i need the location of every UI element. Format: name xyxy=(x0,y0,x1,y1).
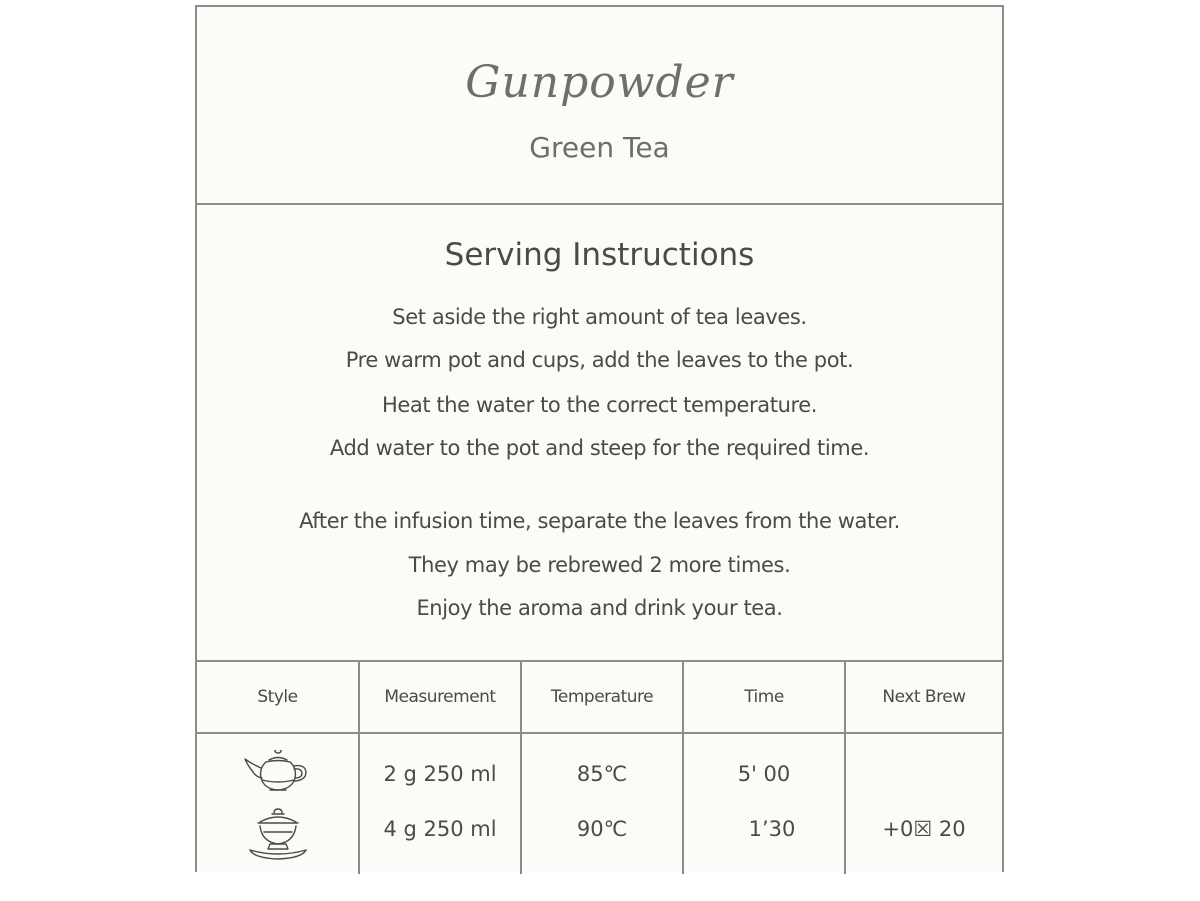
gaiwan-icon xyxy=(246,806,310,864)
temperature-header: Temperature xyxy=(522,662,682,734)
brew-table xyxy=(197,660,1002,874)
next-brew-header: Next Brew xyxy=(846,662,1002,734)
style-column xyxy=(197,662,358,874)
instruction-line: Set aside the right amount of tea leaves. xyxy=(392,305,807,329)
instruction-line: Heat the water to the correct temperature. xyxy=(381,393,818,417)
measurement-value: 2 g 250 ml xyxy=(383,762,497,786)
instruction-line: After the infusion time, separate the leaves from the water. xyxy=(299,509,900,533)
measurement-header: Measurement xyxy=(360,662,520,734)
temperature-value: 85℃ xyxy=(576,762,628,786)
instruction-line: They may be rebrewed 2 more times. xyxy=(408,553,791,577)
time-header: Time xyxy=(684,662,844,734)
tea-type: Green Tea xyxy=(529,131,670,164)
tea-name: Gunpowder xyxy=(465,57,734,108)
teapot-icon xyxy=(242,750,314,794)
temperature-value: 90℃ xyxy=(576,817,628,841)
serving-instructions xyxy=(197,205,1002,660)
tea-card xyxy=(195,5,1004,872)
instruction-line: Pre warm pot and cups, add the leaves to the pot. xyxy=(345,348,854,372)
time-column xyxy=(682,662,844,874)
time-value: 5' 00 xyxy=(737,762,791,786)
temperature-column xyxy=(520,662,682,874)
card-header xyxy=(197,7,1002,205)
instructions-title: Serving Instructions xyxy=(444,237,755,273)
time-value: 1’30 xyxy=(748,817,796,841)
instruction-line: Enjoy the aroma and drink your tea. xyxy=(416,596,783,620)
measurement-column xyxy=(358,662,520,874)
instruction-line: Add water to the pot and steep for the required time. xyxy=(329,436,870,460)
style-header: Style xyxy=(197,662,358,734)
measurement-value: 4 g 250 ml xyxy=(383,817,497,841)
next-brew-value: +0☒ 20 xyxy=(882,817,966,841)
next-brew-column xyxy=(844,662,1002,874)
